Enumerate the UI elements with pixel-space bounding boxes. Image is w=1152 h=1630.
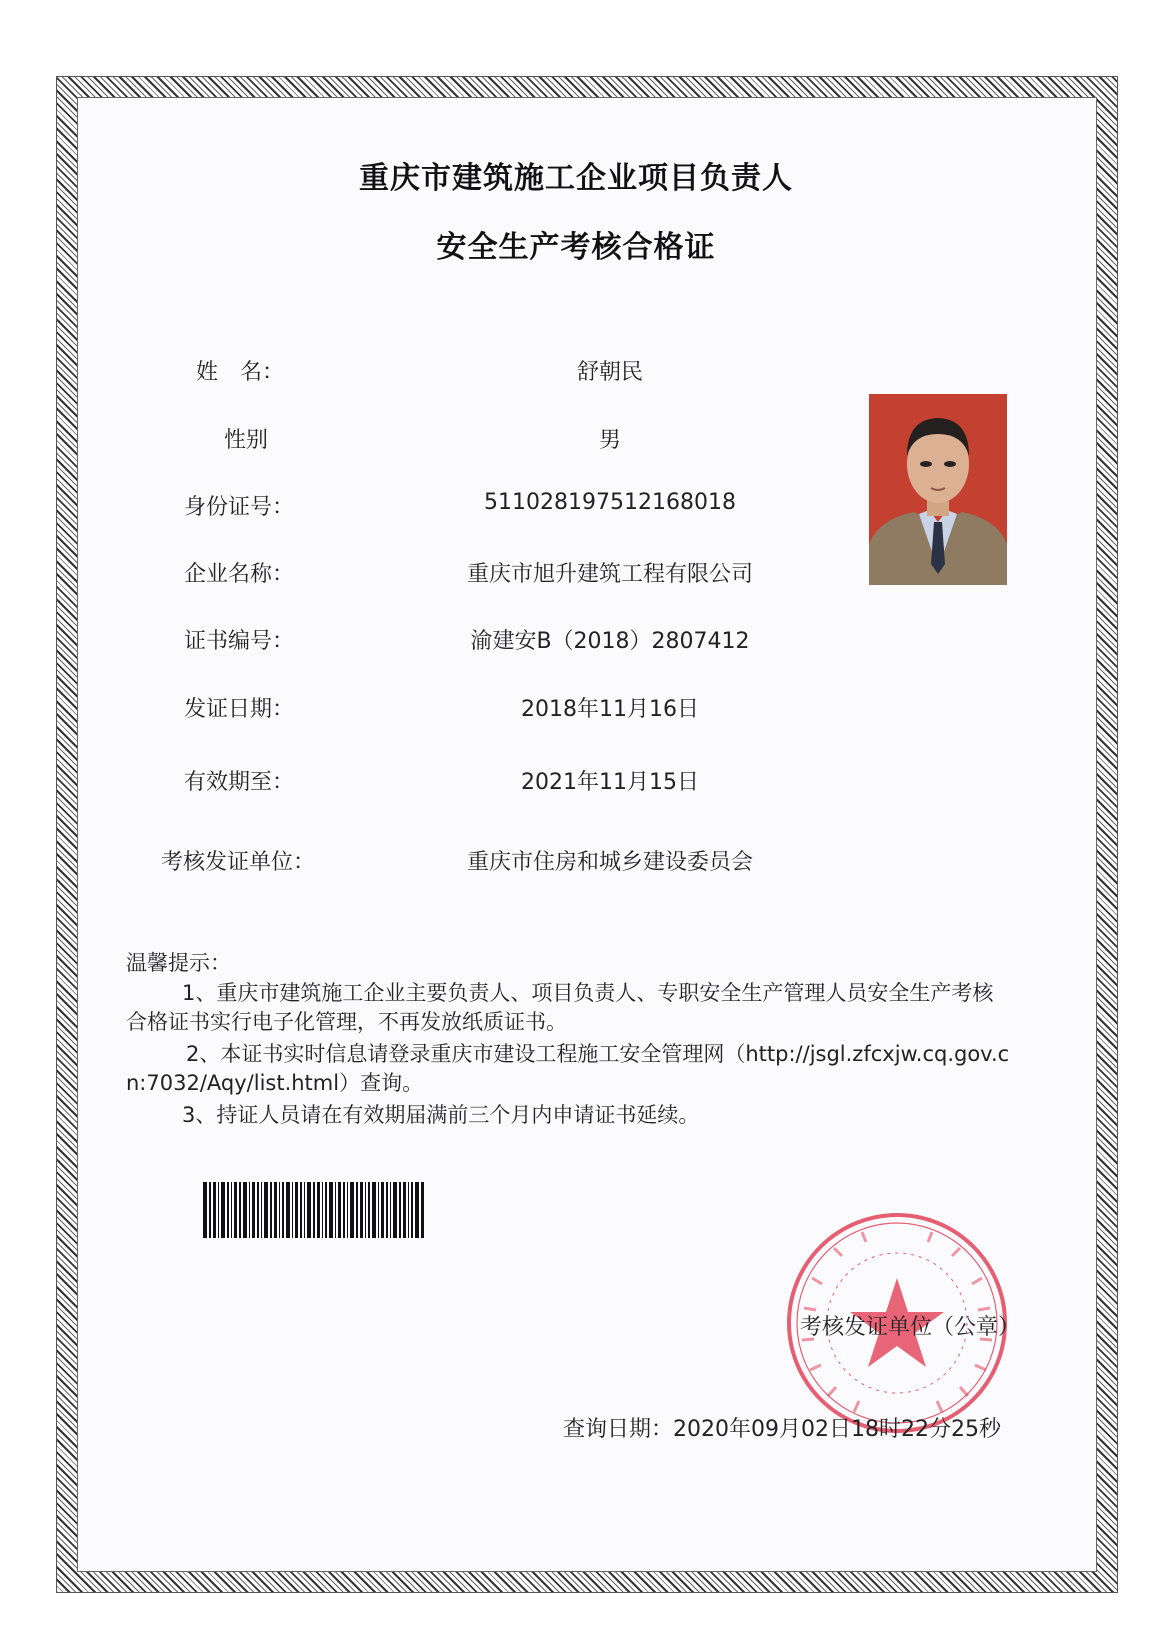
id-number-label: 身份证号： bbox=[184, 495, 295, 520]
company-label: 企业名称： bbox=[184, 562, 295, 587]
company-value: 重庆市旭升建筑工程有限公司 bbox=[466, 562, 753, 587]
notice-item-2: 2、本证书实时信息请登录重庆市建设工程施工安全管理网（http://jsgl.zfcxjw.cq.gov.cn:7032/Aqy/list.html）查询。 bbox=[126, 1042, 1010, 1095]
issuing-authority-label: 考核发证单位： bbox=[161, 850, 316, 875]
person-photo-icon bbox=[869, 394, 1007, 585]
id-number-value: 511028197512168018 bbox=[484, 490, 736, 515]
certificate-title-line2: 安全生产考核合格证 bbox=[436, 230, 716, 265]
issuing-authority-value: 重庆市住房和城乡建设委员会 bbox=[466, 850, 753, 875]
name-label: 姓 名： bbox=[196, 360, 285, 385]
barcode-icon bbox=[203, 1182, 424, 1238]
issue-date-value: 2018年11月16日 bbox=[521, 697, 699, 722]
issue-date-label: 发证日期： bbox=[184, 697, 295, 722]
query-date: 查询日期：2020年09月02日18时22分25秒 bbox=[563, 1417, 1001, 1442]
id-photo bbox=[869, 394, 1007, 585]
certificate-number-value: 渝建安B（2018）2807412 bbox=[470, 629, 750, 654]
gender-value: 男 bbox=[598, 428, 621, 453]
certificate-number-label: 证书编号： bbox=[184, 629, 295, 654]
seal-label: 考核发证单位（公章） bbox=[800, 1315, 1021, 1340]
notice-item-3: 3、持证人员请在有效期届满前三个月内申请证书延续。 bbox=[182, 1103, 700, 1127]
gender-label: 性别 bbox=[224, 428, 269, 453]
name-value: 舒朝民 bbox=[576, 360, 643, 385]
notice-title: 温馨提示： bbox=[126, 951, 231, 975]
notice-item-1: 1、重庆市建筑施工企业主要负责人、项目负责人、专职安全生产管理人员安全生产考核 合格证书实行电子化管理，不再发放纸质证书。 bbox=[126, 981, 994, 1034]
certificate-title-line1: 重庆市建筑施工企业项目负责人 bbox=[359, 161, 793, 196]
valid-until-value: 2021年11月15日 bbox=[521, 770, 699, 795]
valid-until-label: 有效期至： bbox=[184, 770, 295, 795]
